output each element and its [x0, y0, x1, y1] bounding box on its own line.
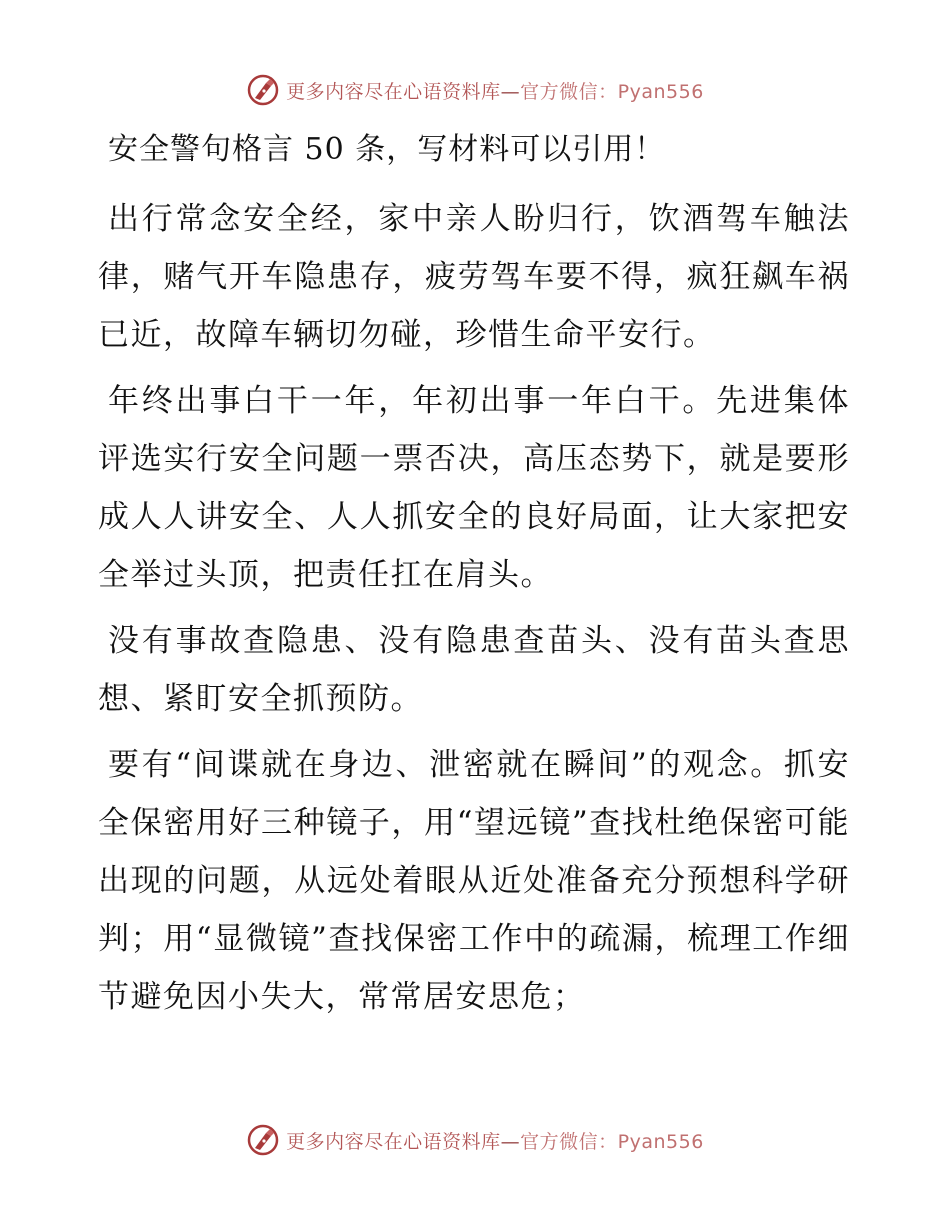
- header-banner-text: [286, 77, 704, 104]
- paragraph: 要有“间谍就在身边、泄密就在瞬间”的观念。抓安全保密用好三种镜子，用“望远镜”查找杜绝保密可能出现的问题，从远处着眼从近处准备充分预想科学研判；用“显微镜”查找保密工作中的疏漏，梳理工作细节避免因小失大，常常居安思危；: [98, 747, 850, 1015]
- footer-banner-wechat: 官方微信：Pyan556: [520, 1130, 704, 1153]
- header-banner-separator: —: [500, 80, 521, 103]
- header-banner-wechat: 官方微信：Pyan556: [520, 80, 704, 103]
- paragraph: 年终出事白干一年，年初出事一年白干。先进集体评选实行安全问题一票否决，高压态势下，就是要形成人人讲安全、人人抓安全的良好局面，让大家把安全举过头顶，把责任扛在肩头。: [98, 383, 850, 593]
- document-body: [98, 126, 850, 1034]
- header-banner-main: 更多内容尽在心语资料库: [286, 80, 501, 103]
- header-banner: [0, 70, 950, 110]
- footer-banner-separator: —: [500, 1130, 521, 1153]
- footer-banner-main: 更多内容尽在心语资料库: [286, 1130, 501, 1153]
- pen-nib-logo-icon: [246, 1123, 280, 1157]
- paragraph: 出行常念安全经，家中亲人盼归行，饮酒驾车触法律，赌气开车隐患存，疲劳驾车要不得，疯狂飙车祸已近，故障车辆切勿碰，珍惜生命平安行。: [98, 201, 850, 353]
- pen-nib-logo-icon: [246, 73, 280, 107]
- paragraph: 没有事故查隐患、没有隐患查苗头、没有苗头查思想、紧盯安全抓预防。: [98, 623, 850, 717]
- footer-banner-text: [286, 1127, 704, 1154]
- document-title: 安全警句格言 50 条，写材料可以引用！: [108, 132, 666, 167]
- footer-banner: [0, 1120, 950, 1160]
